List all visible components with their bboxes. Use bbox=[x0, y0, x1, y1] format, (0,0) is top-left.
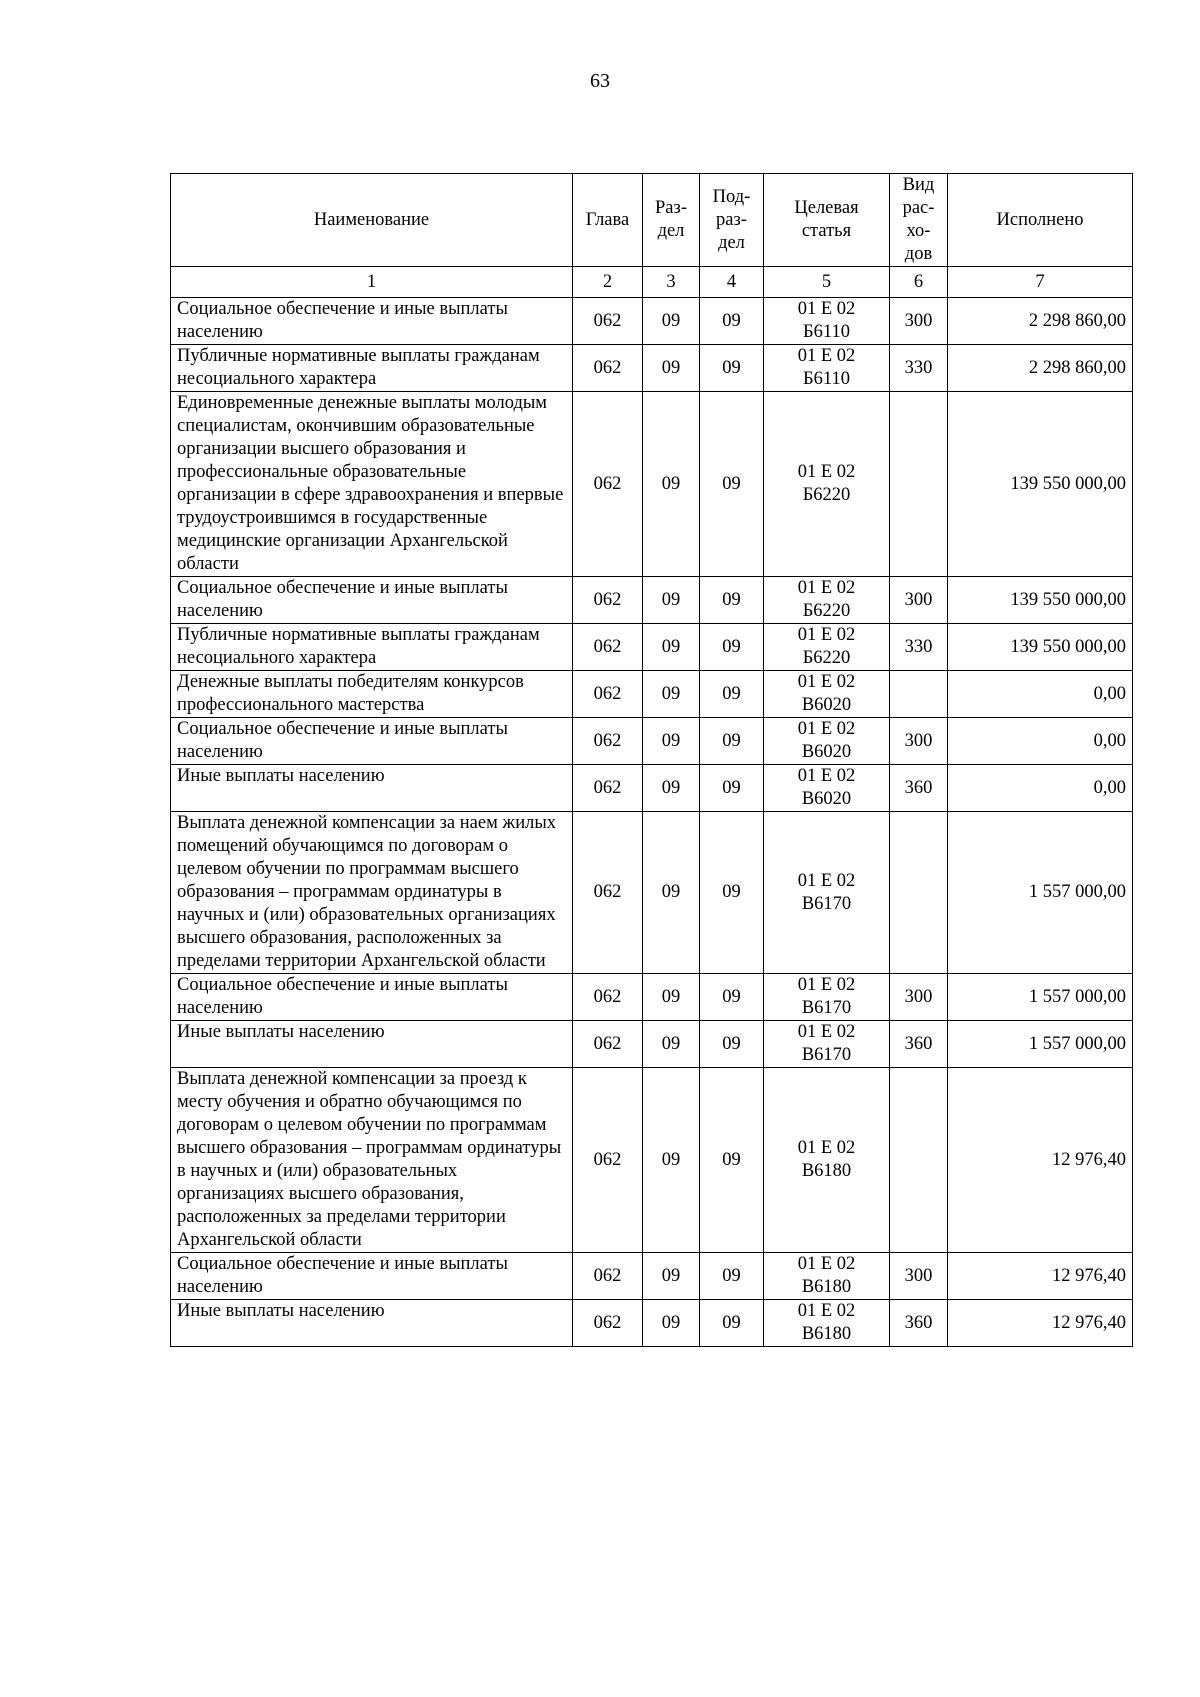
cell-target-line: 01 Е 02 bbox=[797, 719, 856, 739]
cell-name: Публичные нормативные выплаты гражданам несоциального характера bbox=[171, 345, 573, 392]
cell-executed: 12 976,40 bbox=[948, 1253, 1133, 1300]
cell-target bbox=[764, 298, 890, 345]
table-row bbox=[171, 1021, 1133, 1068]
cell-target-line: В6170 bbox=[801, 893, 852, 914]
cell-podrazdel: 09 bbox=[700, 1021, 764, 1068]
header-vid-line: Вид bbox=[902, 175, 935, 195]
cell-glava: 062 bbox=[573, 1068, 643, 1253]
header-vid-line: хо- bbox=[906, 221, 931, 241]
cell-target bbox=[764, 624, 890, 671]
column-number-row bbox=[171, 267, 1133, 298]
cell-target bbox=[764, 671, 890, 718]
cell-target-line: В6180 bbox=[801, 1324, 852, 1344]
budget-execution-table bbox=[170, 173, 1133, 1347]
cell-podrazdel: 09 bbox=[700, 1253, 764, 1300]
cell-target-line: 01 Е 02 bbox=[797, 1138, 856, 1158]
cell-name: Иные выплаты населению bbox=[171, 765, 573, 812]
cell-target-line: В6020 bbox=[801, 742, 852, 762]
cell-podrazdel: 09 bbox=[700, 671, 764, 718]
cell-name: Выплата денежной компенсации за проезд к месту обучения и обратно обучающимся по договорам о целевом обучении по программам высшего образования – программам ординатуры в научных и (или) образовательных организациях высшего образования, расположенных за пределами территории Архангельской области bbox=[171, 1068, 573, 1253]
cell-target-line: В6180 bbox=[801, 1161, 852, 1181]
cell-target-line: 01 Е 02 bbox=[797, 870, 856, 891]
cell-vid: 300 bbox=[890, 577, 948, 624]
cell-razdel: 09 bbox=[643, 812, 700, 974]
cell-executed: 1 557 000,00 bbox=[948, 812, 1133, 974]
cell-executed: 0,00 bbox=[948, 718, 1133, 765]
table-row bbox=[171, 812, 1133, 974]
cell-target-line: В6170 bbox=[801, 998, 852, 1018]
cell-target-line: Б6110 bbox=[803, 322, 850, 342]
header-razdel bbox=[643, 174, 700, 267]
cell-target-line: 01 Е 02 bbox=[797, 975, 856, 995]
cell-name: Социальное обеспечение и иные выплаты населению bbox=[171, 718, 573, 765]
cell-target bbox=[764, 1253, 890, 1300]
header-razdel-line: дел bbox=[657, 221, 685, 241]
cell-glava: 062 bbox=[573, 1253, 643, 1300]
column-number: 3 bbox=[643, 267, 700, 298]
cell-podrazdel: 09 bbox=[700, 812, 764, 974]
cell-razdel: 09 bbox=[643, 624, 700, 671]
header-razdel-line: Раз- bbox=[655, 198, 687, 218]
cell-target-line: 01 Е 02 bbox=[797, 578, 856, 598]
column-number: 7 bbox=[948, 267, 1133, 298]
cell-vid: 330 bbox=[890, 624, 948, 671]
page-number: 63 bbox=[590, 70, 610, 92]
cell-podrazdel: 09 bbox=[700, 974, 764, 1021]
column-number: 4 bbox=[700, 267, 764, 298]
cell-vid: 300 bbox=[890, 718, 948, 765]
cell-podrazdel: 09 bbox=[700, 1068, 764, 1253]
cell-executed: 139 550 000,00 bbox=[948, 577, 1133, 624]
cell-vid: 300 bbox=[890, 974, 948, 1021]
header-vid bbox=[890, 174, 948, 267]
cell-executed: 139 550 000,00 bbox=[948, 392, 1133, 577]
header-name: Наименование bbox=[171, 174, 573, 267]
cell-target-line: 01 Е 02 bbox=[797, 462, 856, 482]
header-podrazdel-line: раз- bbox=[716, 209, 747, 230]
cell-razdel: 09 bbox=[643, 577, 700, 624]
cell-glava: 062 bbox=[573, 345, 643, 392]
cell-vid: 360 bbox=[890, 765, 948, 812]
cell-target bbox=[764, 974, 890, 1021]
cell-razdel: 09 bbox=[643, 1300, 700, 1347]
cell-razdel: 09 bbox=[643, 1253, 700, 1300]
header-podrazdel-line: дел bbox=[718, 232, 745, 253]
cell-name: Выплата денежной компенсации за наем жилых помещений обучающимся по договорам о целевом обучении по программам высшего образования – программам ординатуры в научных и (или) образовательных организациях высшего образования, расположенных за пределами территории Архангельской области bbox=[171, 812, 573, 974]
cell-podrazdel: 09 bbox=[700, 1300, 764, 1347]
column-number: 2 bbox=[573, 267, 643, 298]
cell-glava: 062 bbox=[573, 1021, 643, 1068]
table-row bbox=[171, 624, 1133, 671]
table-body bbox=[171, 298, 1133, 1347]
column-number: 5 bbox=[764, 267, 890, 298]
header-target bbox=[764, 174, 890, 267]
cell-target-line: 01 Е 02 bbox=[797, 1254, 856, 1274]
table-row bbox=[171, 298, 1133, 345]
cell-target bbox=[764, 1068, 890, 1253]
column-number: 1 bbox=[171, 267, 573, 298]
table-row bbox=[171, 1068, 1133, 1253]
table-row bbox=[171, 1253, 1133, 1300]
cell-executed: 139 550 000,00 bbox=[948, 624, 1133, 671]
cell-podrazdel: 09 bbox=[700, 577, 764, 624]
cell-glava: 062 bbox=[573, 718, 643, 765]
cell-razdel: 09 bbox=[643, 718, 700, 765]
cell-target bbox=[764, 765, 890, 812]
cell-target bbox=[764, 718, 890, 765]
table-row bbox=[171, 671, 1133, 718]
cell-executed: 0,00 bbox=[948, 765, 1133, 812]
cell-executed: 12 976,40 bbox=[948, 1300, 1133, 1347]
cell-glava: 062 bbox=[573, 812, 643, 974]
table-row bbox=[171, 577, 1133, 624]
cell-razdel: 09 bbox=[643, 298, 700, 345]
header-glava: Глава bbox=[573, 174, 643, 267]
cell-target-line: Б6220 bbox=[802, 648, 851, 668]
cell-razdel: 09 bbox=[643, 671, 700, 718]
cell-target bbox=[764, 577, 890, 624]
cell-target bbox=[764, 1021, 890, 1068]
cell-podrazdel: 09 bbox=[700, 765, 764, 812]
cell-glava: 062 bbox=[573, 577, 643, 624]
cell-target-line: 01 Е 02 bbox=[797, 1022, 856, 1042]
cell-vid: 360 bbox=[890, 1021, 948, 1068]
table-row bbox=[171, 718, 1133, 765]
cell-target-line: В6170 bbox=[801, 1045, 852, 1065]
cell-name: Социальное обеспечение и иные выплаты населению bbox=[171, 974, 573, 1021]
header-row bbox=[171, 174, 1133, 267]
cell-vid bbox=[890, 812, 948, 974]
cell-name: Социальное обеспечение и иные выплаты населению bbox=[171, 577, 573, 624]
cell-executed: 0,00 bbox=[948, 671, 1133, 718]
cell-target-line: В6180 bbox=[801, 1277, 852, 1297]
header-podrazdel-line: Под- bbox=[712, 186, 751, 207]
cell-target-line: Б6110 bbox=[803, 369, 850, 389]
header-vid-line: дов bbox=[904, 244, 933, 264]
header-target-line: статья bbox=[801, 221, 852, 241]
cell-target-line: 01 Е 02 bbox=[797, 346, 856, 366]
header-target-line: Целевая bbox=[794, 198, 859, 218]
table-row bbox=[171, 974, 1133, 1021]
cell-executed: 12 976,40 bbox=[948, 1068, 1133, 1253]
header-executed: Исполнено bbox=[948, 174, 1133, 267]
cell-target-line: Б6220 bbox=[802, 485, 851, 505]
cell-vid bbox=[890, 1068, 948, 1253]
cell-target bbox=[764, 345, 890, 392]
cell-glava: 062 bbox=[573, 671, 643, 718]
cell-name: Социальное обеспечение и иные выплаты населению bbox=[171, 298, 573, 345]
cell-target bbox=[764, 1300, 890, 1347]
cell-target bbox=[764, 812, 890, 974]
cell-razdel: 09 bbox=[643, 392, 700, 577]
cell-name: Иные выплаты населению bbox=[171, 1021, 573, 1068]
cell-podrazdel: 09 bbox=[700, 392, 764, 577]
cell-target-line: 01 Е 02 bbox=[797, 1301, 856, 1321]
cell-target-line: 01 Е 02 bbox=[797, 625, 856, 645]
cell-name: Публичные нормативные выплаты гражданам несоциального характера bbox=[171, 624, 573, 671]
cell-name: Социальное обеспечение и иные выплаты населению bbox=[171, 1253, 573, 1300]
cell-vid: 330 bbox=[890, 345, 948, 392]
cell-vid bbox=[890, 671, 948, 718]
cell-razdel: 09 bbox=[643, 1021, 700, 1068]
cell-target-line: В6020 bbox=[801, 789, 852, 809]
cell-target-line: Б6220 bbox=[802, 601, 851, 621]
table-row bbox=[171, 392, 1133, 577]
table-row bbox=[171, 765, 1133, 812]
cell-executed: 2 298 860,00 bbox=[948, 298, 1133, 345]
cell-target bbox=[764, 392, 890, 577]
cell-target-line: 01 Е 02 bbox=[797, 299, 856, 319]
cell-vid: 300 bbox=[890, 1253, 948, 1300]
cell-name: Иные выплаты населению bbox=[171, 1300, 573, 1347]
cell-podrazdel: 09 bbox=[700, 298, 764, 345]
cell-glava: 062 bbox=[573, 974, 643, 1021]
cell-name: Единовременные денежные выплаты молодым специалистам, окончившим образовательные организации высшего образования и профессиональные образовательные организации в сфере здравоохранения и впервые трудоустроившимся в государственные медицинские организации Архангельской области bbox=[171, 392, 573, 577]
header-podrazdel bbox=[700, 174, 764, 267]
cell-vid: 360 bbox=[890, 1300, 948, 1347]
cell-name: Денежные выплаты победителям конкурсов профессионального мастерства bbox=[171, 671, 573, 718]
cell-glava: 062 bbox=[573, 1300, 643, 1347]
cell-target-line: 01 Е 02 bbox=[797, 766, 856, 786]
cell-executed: 1 557 000,00 bbox=[948, 974, 1133, 1021]
column-number: 6 bbox=[890, 267, 948, 298]
cell-executed: 2 298 860,00 bbox=[948, 345, 1133, 392]
cell-target-line: В6020 bbox=[801, 695, 852, 715]
cell-razdel: 09 bbox=[643, 974, 700, 1021]
cell-vid: 300 bbox=[890, 298, 948, 345]
cell-podrazdel: 09 bbox=[700, 718, 764, 765]
cell-podrazdel: 09 bbox=[700, 345, 764, 392]
header-vid-line: рас- bbox=[902, 198, 935, 218]
table-row bbox=[171, 345, 1133, 392]
table-row bbox=[171, 1300, 1133, 1347]
cell-glava: 062 bbox=[573, 298, 643, 345]
cell-executed: 1 557 000,00 bbox=[948, 1021, 1133, 1068]
cell-glava: 062 bbox=[573, 624, 643, 671]
cell-glava: 062 bbox=[573, 392, 643, 577]
cell-podrazdel: 09 bbox=[700, 624, 764, 671]
cell-target-line: 01 Е 02 bbox=[797, 672, 856, 692]
cell-razdel: 09 bbox=[643, 1068, 700, 1253]
cell-vid bbox=[890, 392, 948, 577]
cell-glava: 062 bbox=[573, 765, 643, 812]
cell-razdel: 09 bbox=[643, 765, 700, 812]
cell-razdel: 09 bbox=[643, 345, 700, 392]
